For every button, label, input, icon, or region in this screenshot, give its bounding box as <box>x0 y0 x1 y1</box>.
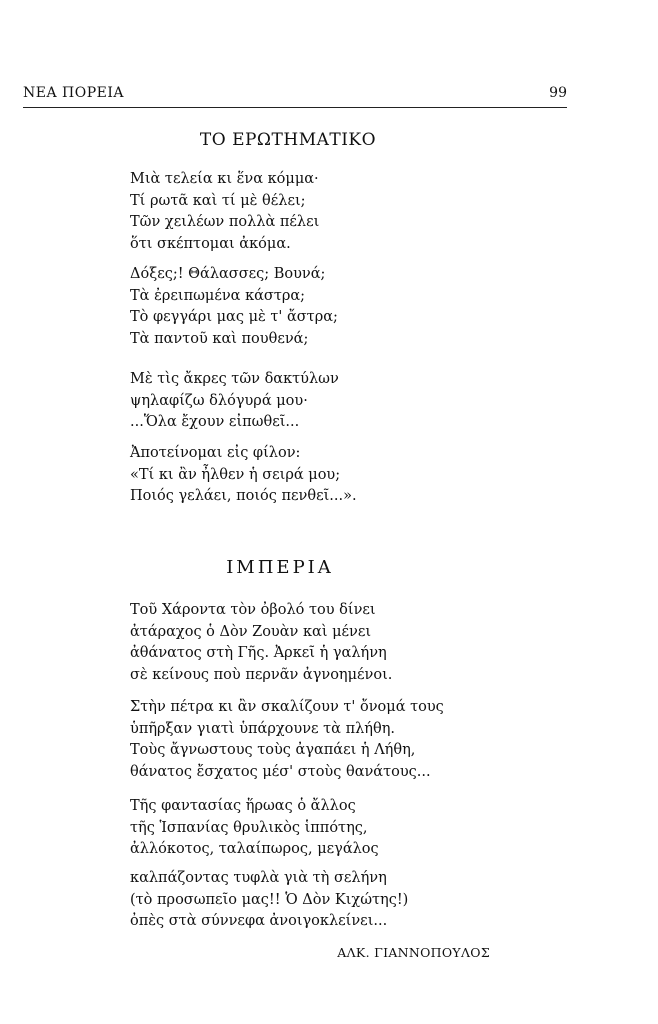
page-number: 99 <box>549 85 567 101</box>
page-header <box>23 85 567 108</box>
verse-line: θάνατος ἔσχατος μέσ' στοὺς θανάτους... <box>130 763 431 780</box>
verse-line: Στὴν πέτρα κι ἂν σκαλίζουν τ' ὄνομά τους <box>130 699 444 715</box>
stanza <box>130 369 339 434</box>
verse-line: Τί ρωτᾶ καὶ τί μὲ θέλει; <box>130 192 306 209</box>
verse-line: ὅτι σκέπτομαι ἀκόμα. <box>130 235 291 252</box>
verse-line: Τὰ παντοῦ καὶ πουθενά; <box>130 330 309 347</box>
poem-title: ΤΟ ΕΡΩΤΗΜΑΤΙΚΟ <box>199 130 377 150</box>
verse-line: ψηλαφίζω δλόγυρά μου· <box>130 392 308 409</box>
verse-line: «Τί κι ἂν ἦλθεν ἡ σειρά μου; <box>130 466 341 483</box>
stanza <box>130 264 338 350</box>
stanza <box>130 868 408 933</box>
verse-line: Δόξες;! Θάλασσες; Βουνά; <box>130 266 326 282</box>
stanza <box>130 600 392 686</box>
author-signature: ΑΛΚ. ΓΙΑΝΝΟΠΟΥΛΟΣ <box>337 945 490 960</box>
verse-line: ὑπῆρξαν γιατὶ ὑπάρχουνε τὰ πλήθη. <box>130 720 396 737</box>
verse-line: Τοὺς ἄγνωστους τοὺς ἀγαπάει ἡ Λήθη, <box>130 742 416 758</box>
verse-line: Μιὰ τελεία κι ἕνα κόμμα· <box>130 171 319 187</box>
stanza <box>130 443 357 508</box>
poem-title: ΙΜΠΕΡΙΑ <box>226 557 334 578</box>
verse-line: Μὲ τὶς ἄκρες τῶν δακτύλων <box>130 371 339 387</box>
stanza <box>130 697 444 783</box>
running-title: ΝΕΑ ΠΟΡΕΙΑ <box>23 85 124 101</box>
verse-line: ἀλλόκοτος, ταλαίπωρος, μεγάλος <box>130 841 379 857</box>
verse-line: Τὸ φεγγάρι μας μὲ τ' ἄστρα; <box>130 309 338 325</box>
verse-line: ἀθάνατος στὴ Γῆς. Ἀρκεῖ ἡ γαλήνη <box>130 645 387 661</box>
verse-line: Τῶν χειλέων πολλὰ πέλει <box>130 214 320 230</box>
stanza <box>130 796 379 861</box>
verse-line: Τοῦ Χάροντα τὸν ὀβολό του δίνει <box>130 602 376 618</box>
verse-line: Ποιός γελάει, ποιός πενθεῖ...». <box>130 488 357 504</box>
verse-line: (τὸ προσωπεῖο μας!! Ὁ Δὸν Κιχώτης!) <box>130 891 409 908</box>
stanza <box>130 169 319 255</box>
verse-line: Τὰ ἐρειπωμένα κάστρα; <box>130 287 306 304</box>
verse-line: ὀπὲς στὰ σύννεφα ἀνοιγοκλείνει... <box>130 913 388 929</box>
verse-line: ἀτάραχος ὁ Δὸν Ζουὰν καὶ μένει <box>130 623 372 640</box>
verse-line: ...Ὅλα ἔχουν εἰπωθεῖ... <box>130 414 300 430</box>
verse-line: τῆς Ἱσπανίας θρυλικὸς ἱππότης, <box>130 819 368 836</box>
verse-line: καλπάζοντας τυφλὰ γιὰ τὴ σελήνη <box>130 870 387 886</box>
verse-line: Ἀποτείνομαι εἰς φίλον: <box>130 445 301 461</box>
verse-line: Τῆς φαντασίας ἥρωας ὁ ἄλλος <box>130 798 356 814</box>
verse-line: σὲ κείνους ποὺ περνᾶν ἀγνοημένοι. <box>130 666 393 683</box>
